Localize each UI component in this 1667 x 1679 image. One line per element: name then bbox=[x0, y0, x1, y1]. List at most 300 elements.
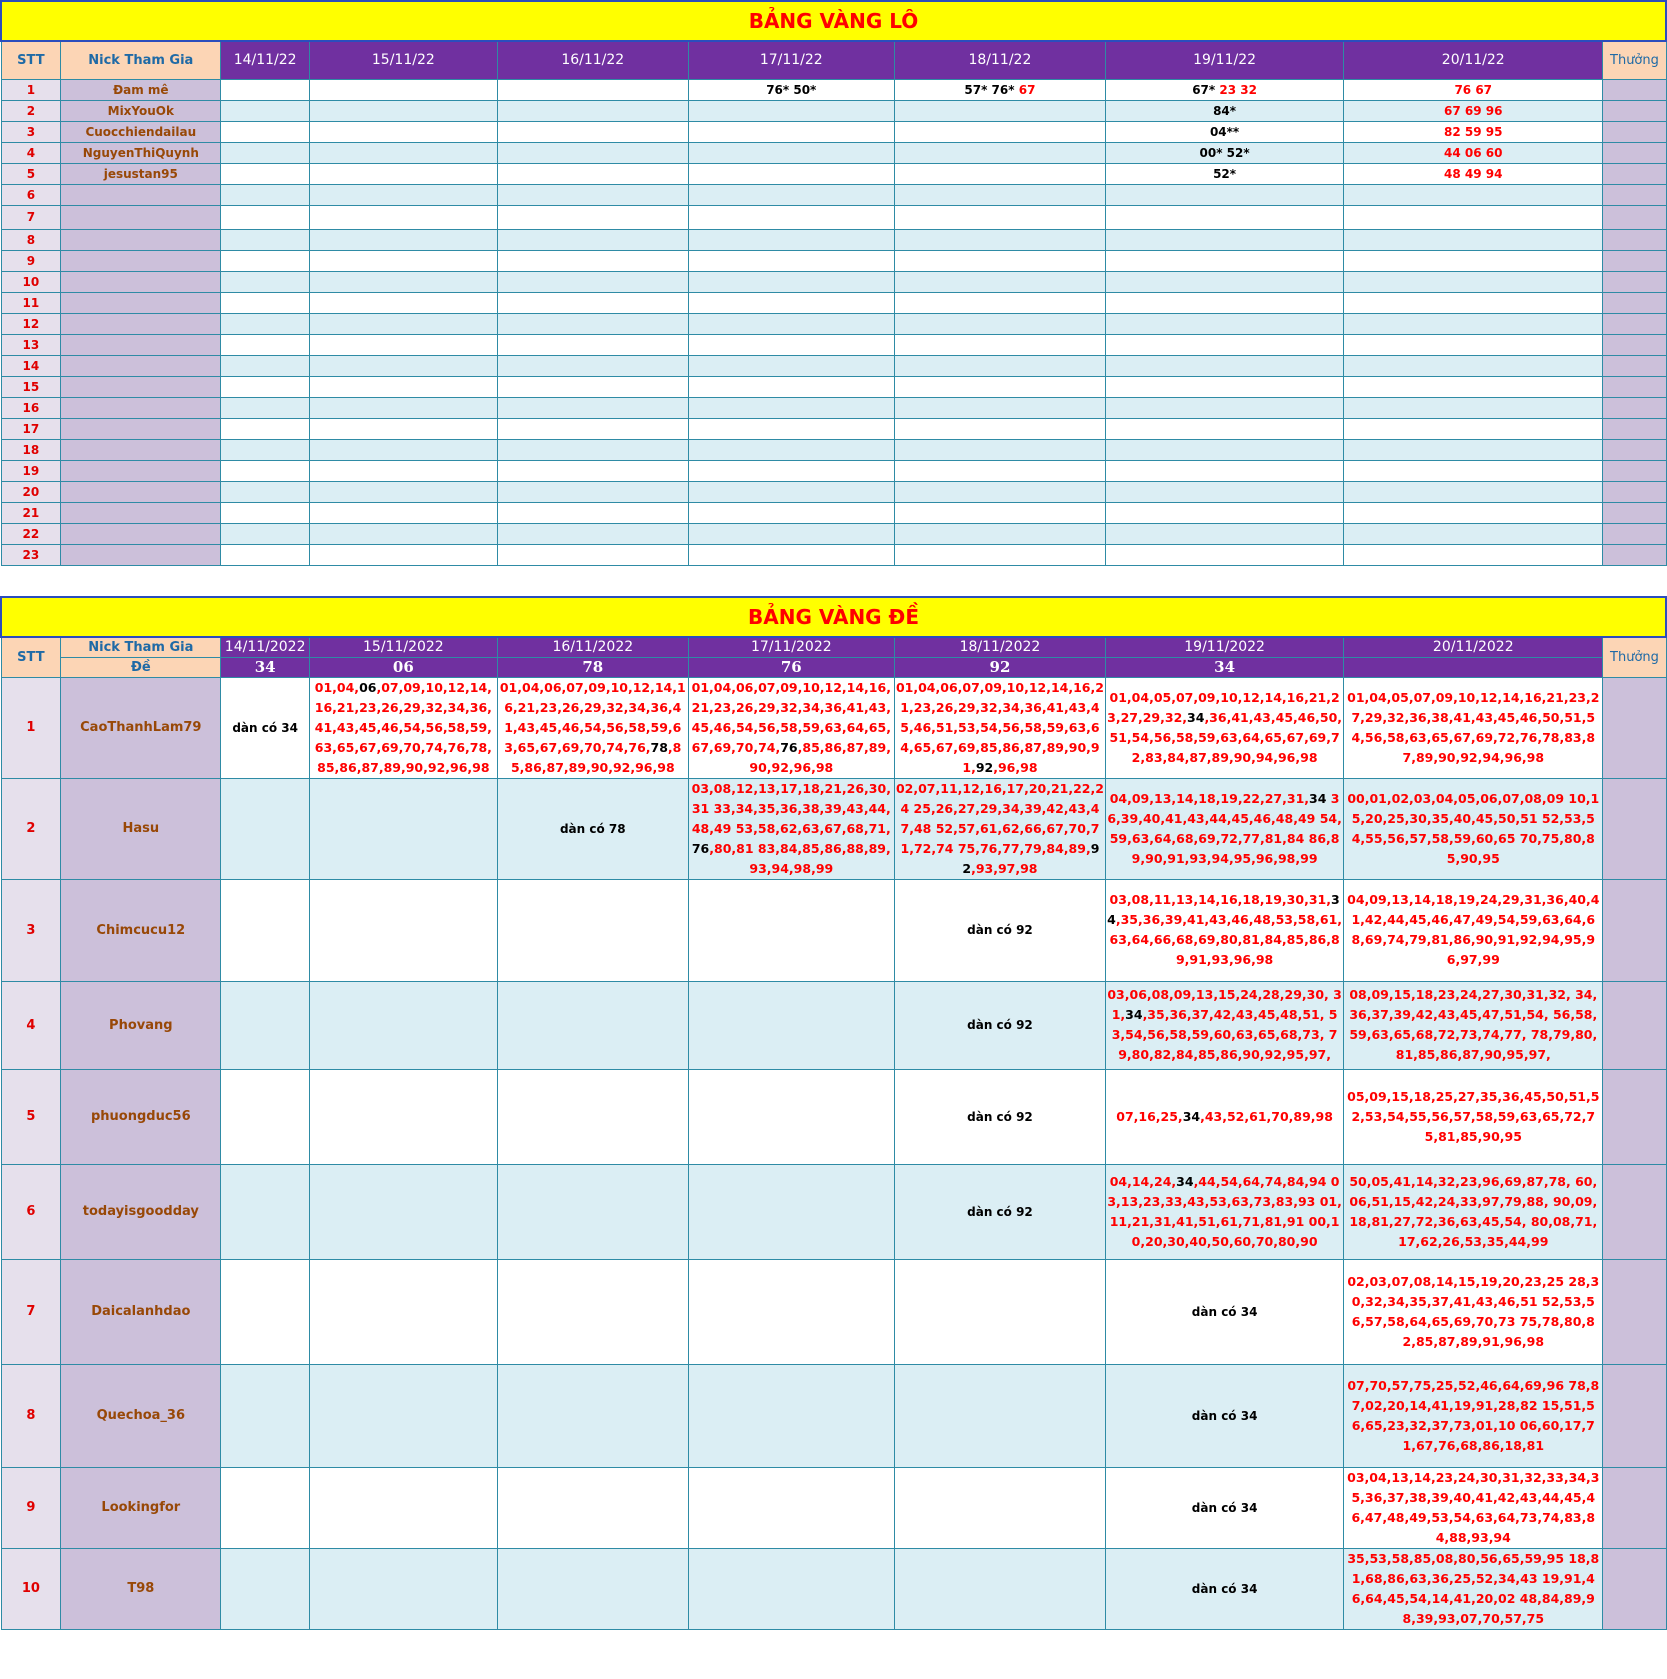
de-row-prize bbox=[1603, 1364, 1666, 1467]
lo-cell bbox=[1344, 163, 1603, 184]
de-date-header: 15/11/2022 bbox=[309, 637, 497, 657]
lo-row-nick bbox=[61, 229, 221, 250]
lo-cell bbox=[497, 100, 688, 121]
lo-row-stt: 11 bbox=[1, 292, 61, 313]
de-result: 34 bbox=[221, 657, 310, 677]
lo-row-stt: 21 bbox=[1, 502, 61, 523]
lo-cell bbox=[1106, 439, 1344, 460]
de-cell-numbers bbox=[1106, 688, 1343, 768]
lo-cell bbox=[309, 142, 497, 163]
lo-row-nick bbox=[61, 205, 221, 229]
lo-cell bbox=[497, 292, 688, 313]
de-cell-text: 04,09,13,14,18,19,22,27,31, bbox=[1109, 790, 1310, 806]
lo-cell bbox=[894, 100, 1105, 121]
lo-cell bbox=[221, 184, 310, 205]
de-cell bbox=[894, 879, 1105, 981]
de-cell-text: 76 bbox=[691, 840, 710, 856]
de-cell bbox=[497, 1548, 688, 1629]
de-cell bbox=[1106, 1548, 1344, 1629]
lo-row-prize bbox=[1603, 142, 1666, 163]
de-row-nick: phuongduc56 bbox=[61, 1069, 221, 1164]
de-cell-text: dàn có 34 bbox=[1191, 1500, 1258, 1515]
lo-cell bbox=[497, 184, 688, 205]
de-cell-text: 92 bbox=[962, 840, 1100, 876]
lo-cell bbox=[894, 460, 1105, 481]
de-cell bbox=[309, 1364, 497, 1467]
lo-row bbox=[1, 418, 1666, 439]
lo-cell bbox=[497, 502, 688, 523]
lo-row-prize bbox=[1603, 523, 1666, 544]
de-cell bbox=[1106, 1069, 1344, 1164]
de-date-header: 20/11/2022 bbox=[1344, 637, 1603, 657]
lo-cell bbox=[688, 313, 894, 334]
lo-cell bbox=[894, 544, 1105, 565]
de-cell bbox=[1344, 1069, 1603, 1164]
de-cell-numbers bbox=[1344, 890, 1602, 970]
de-cell-numbers bbox=[1344, 1272, 1602, 1352]
de-cell-numbers bbox=[1106, 1498, 1343, 1518]
de-cell bbox=[894, 1069, 1105, 1164]
de-cell-numbers bbox=[221, 718, 309, 738]
de-cell-text: ,93,97,98 bbox=[971, 860, 1038, 876]
lo-cell bbox=[688, 418, 894, 439]
lo-cell-text: 76* 50* bbox=[766, 82, 817, 97]
de-cell bbox=[309, 879, 497, 981]
lo-cell bbox=[497, 121, 688, 142]
lo-cell bbox=[1106, 292, 1344, 313]
lo-cell bbox=[1344, 544, 1603, 565]
lo-cell bbox=[497, 418, 688, 439]
lo-row-nick bbox=[61, 397, 221, 418]
lo-cell bbox=[688, 460, 894, 481]
de-row-prize bbox=[1603, 1467, 1666, 1548]
lo-cell bbox=[221, 544, 310, 565]
lo-cell bbox=[1344, 397, 1603, 418]
lo-cell bbox=[497, 376, 688, 397]
lo-row-stt: 17 bbox=[1, 418, 61, 439]
lo-cell bbox=[1106, 121, 1344, 142]
de-row bbox=[1, 1069, 1666, 1164]
lo-cell-text: 52* bbox=[1213, 166, 1237, 181]
de-row-stt: 9 bbox=[1, 1467, 61, 1548]
lo-cell bbox=[894, 250, 1105, 271]
de-cell-text: ,96,98 bbox=[993, 759, 1038, 775]
de-row-stt: 5 bbox=[1, 1069, 61, 1164]
lo-row bbox=[1, 100, 1666, 121]
de-table bbox=[0, 596, 1667, 1630]
de-cell bbox=[1344, 1164, 1603, 1259]
lo-cell-text: 67 69 96 bbox=[1444, 103, 1503, 118]
de-row-stt: 4 bbox=[1, 981, 61, 1069]
lo-row bbox=[1, 271, 1666, 292]
de-row-stt: 3 bbox=[1, 879, 61, 981]
lo-cell bbox=[894, 313, 1105, 334]
de-cell-text: 07,16,25, bbox=[1116, 1108, 1183, 1124]
lo-cell bbox=[1106, 355, 1344, 376]
de-cell bbox=[1106, 677, 1344, 778]
de-cell bbox=[894, 677, 1105, 778]
de-cell bbox=[497, 778, 688, 879]
de-cell-text: 07,70,57,75,25,52,46,64,69,96 78,87,02,20,14,41,19,91,28,82 15,51,56,65,23,32,37,73,01,10 06,60,17,71,67,76,68,86,18,81 bbox=[1347, 1377, 1600, 1453]
de-cell-text: 01,04,06,07,09,10,12,14,16,21,23,26,29,32,34,36,41,43,45,46,54,56,58,59,63,65,67,69,70,74,76, bbox=[499, 679, 686, 755]
lo-cell-text: 48 49 94 bbox=[1444, 166, 1503, 181]
de-cell-text: 00,01,02,03,04,05,06,07,08,09 10,15,20,25,30,35,40,45,50,51 52,53,54,55,56,57,58,59,60,65 70,75,80,85,90,95 bbox=[1347, 790, 1600, 866]
lo-cell bbox=[688, 544, 894, 565]
lo-cell bbox=[221, 205, 310, 229]
lo-cell bbox=[497, 142, 688, 163]
de-row-stt: 8 bbox=[1, 1364, 61, 1467]
de-cell bbox=[497, 1164, 688, 1259]
lo-cell bbox=[309, 376, 497, 397]
lo-row-nick bbox=[61, 250, 221, 271]
lo-cell bbox=[688, 100, 894, 121]
de-row bbox=[1, 1164, 1666, 1259]
lo-cell bbox=[1344, 250, 1603, 271]
lo-row-stt: 12 bbox=[1, 313, 61, 334]
lo-date-header: 16/11/22 bbox=[497, 41, 688, 79]
de-row bbox=[1, 1259, 1666, 1364]
lo-cell bbox=[221, 100, 310, 121]
lo-row-prize bbox=[1603, 100, 1666, 121]
lo-row-prize bbox=[1603, 481, 1666, 502]
lo-cell bbox=[894, 121, 1105, 142]
de-cell bbox=[894, 981, 1105, 1069]
lo-cell bbox=[221, 355, 310, 376]
lo-row-stt: 8 bbox=[1, 229, 61, 250]
de-cell bbox=[894, 1548, 1105, 1629]
lo-row bbox=[1, 79, 1666, 100]
lo-row bbox=[1, 460, 1666, 481]
de-cell-numbers bbox=[1106, 1172, 1343, 1252]
lo-cell bbox=[894, 334, 1105, 355]
de-row bbox=[1, 1364, 1666, 1467]
de-cell-text: dàn có 92 bbox=[967, 1204, 1033, 1219]
de-cell-numbers bbox=[895, 1107, 1105, 1127]
de-date-header: 16/11/2022 bbox=[497, 637, 688, 657]
lo-cell bbox=[1106, 334, 1344, 355]
de-cell bbox=[309, 1164, 497, 1259]
lo-row-stt: 4 bbox=[1, 142, 61, 163]
lo-cell bbox=[309, 229, 497, 250]
de-cell-text: 34 bbox=[1309, 790, 1327, 806]
lo-cell bbox=[309, 418, 497, 439]
de-cell-text: 01,04,05,07,09,10,12,14,16,21,23,27,29,32, bbox=[1107, 689, 1340, 725]
lo-cell bbox=[894, 292, 1105, 313]
lo-cell bbox=[309, 523, 497, 544]
lo-cell bbox=[1106, 544, 1344, 565]
de-row-nick: Lookingfor bbox=[61, 1467, 221, 1548]
lo-cell bbox=[894, 79, 1105, 100]
de-cell-numbers bbox=[1344, 1172, 1602, 1252]
de-cell bbox=[688, 1548, 894, 1629]
de-row-prize bbox=[1603, 677, 1666, 778]
lo-cell bbox=[221, 121, 310, 142]
de-cell bbox=[221, 1069, 310, 1164]
lo-row-prize bbox=[1603, 397, 1666, 418]
lo-cell-text: 82 59 95 bbox=[1444, 124, 1503, 139]
de-label-header: Đề bbox=[61, 657, 221, 677]
lo-cell bbox=[1344, 292, 1603, 313]
lo-row-stt: 14 bbox=[1, 355, 61, 376]
de-cell bbox=[1106, 778, 1344, 879]
de-cell-text: 34 bbox=[1107, 892, 1340, 927]
de-cell-text: 03,04,13,14,23,24,30,31,32,33,34,35,36,37,38,39,40,41,42,43,44,45,46,47,48,49,53,54,63,64,73,74,83,84,88,93,94 bbox=[1347, 1469, 1600, 1545]
de-title: BẢNG VÀNG ĐỀ bbox=[1, 597, 1666, 637]
lo-cell bbox=[1106, 523, 1344, 544]
de-cell-numbers bbox=[1344, 1549, 1602, 1629]
lo-row-nick bbox=[61, 544, 221, 565]
lo-row-nick bbox=[61, 313, 221, 334]
lo-cell-text: 76 67 bbox=[1454, 82, 1493, 97]
lo-date-header: 17/11/22 bbox=[688, 41, 894, 79]
de-row bbox=[1, 1467, 1666, 1548]
lo-row-prize bbox=[1603, 355, 1666, 376]
de-cell-text: 01,04,06,07,09,10,12,14,16,21,23,26,29,32,34,36,41,43,45,46,51,53,54,56,58,59,63,64,65,67,69,85,86,87,89,90,91, bbox=[895, 679, 1104, 775]
de-cell-numbers bbox=[689, 678, 894, 778]
lo-row-stt: 22 bbox=[1, 523, 61, 544]
lo-cell bbox=[1344, 229, 1603, 250]
de-cell-text: 50,05,41,14,32,23,96,69,87,78, 60,06,51,15,42,24,33,97,79,88, 90,09,18,81,27,72,36,63,45,54, 80,08,71,17,62,26,53,35,44,99 bbox=[1349, 1173, 1598, 1249]
lo-row bbox=[1, 184, 1666, 205]
lo-cell bbox=[894, 397, 1105, 418]
de-cell-numbers bbox=[1106, 1107, 1343, 1127]
de-cell-text: 04,09,13,14,18,19,24,29,31,36,40,41,42,44,45,46,47,49,54,59,63,64,68,69,74,79,81,86,90,91,92,94,95,96,97,99 bbox=[1347, 892, 1600, 967]
de-cell bbox=[1344, 778, 1603, 879]
de-cell-text: 34 bbox=[1176, 1173, 1194, 1189]
lo-cell bbox=[309, 100, 497, 121]
de-cell-numbers bbox=[1106, 890, 1343, 970]
lo-cell bbox=[688, 292, 894, 313]
de-prize-header: Thưởng bbox=[1603, 637, 1666, 677]
lo-cell bbox=[1106, 376, 1344, 397]
lo-cell bbox=[497, 544, 688, 565]
lo-cell bbox=[497, 163, 688, 184]
lo-row-stt: 10 bbox=[1, 271, 61, 292]
lo-cell bbox=[1344, 355, 1603, 376]
de-cell-text: dàn có 78 bbox=[559, 821, 626, 836]
de-nick-header: Nick Tham Gia bbox=[61, 637, 221, 657]
lo-row-prize bbox=[1603, 229, 1666, 250]
de-cell-text: 02,07,11,12,16,17,20,21,22,24 25,26,27,29,34,39,42,43,47,48 52,57,61,62,66,67,70,71,72,74 75,76,77,79,84,89, bbox=[895, 780, 1104, 856]
lo-row-nick bbox=[61, 460, 221, 481]
lo-cell bbox=[1106, 184, 1344, 205]
de-cell bbox=[1344, 677, 1603, 778]
de-cell-text: dàn có 92 bbox=[967, 1018, 1033, 1032]
lo-row bbox=[1, 292, 1666, 313]
lo-cell bbox=[497, 250, 688, 271]
de-cell bbox=[309, 981, 497, 1069]
de-cell-numbers bbox=[895, 920, 1105, 940]
lo-row-stt: 5 bbox=[1, 163, 61, 184]
lo-cell bbox=[497, 481, 688, 502]
lo-row-prize bbox=[1603, 460, 1666, 481]
de-cell-text: ,43,52,61,70,89,98 bbox=[1200, 1108, 1333, 1124]
de-cell bbox=[497, 879, 688, 981]
lo-row bbox=[1, 229, 1666, 250]
lo-row-nick: NguyenThiQuynh bbox=[61, 142, 221, 163]
de-row-stt: 10 bbox=[1, 1548, 61, 1629]
lo-cell bbox=[309, 163, 497, 184]
de-cell bbox=[688, 1069, 894, 1164]
de-cell-text: 03,08,12,13,17,18,21,26,30,31 33,34,35,36,38,39,43,44,48,49 53,58,62,63,67,68,71, bbox=[691, 780, 891, 836]
lo-cell bbox=[221, 418, 310, 439]
de-cell-text: 78 bbox=[650, 739, 668, 755]
lo-row-stt: 23 bbox=[1, 544, 61, 565]
lo-cell bbox=[1344, 334, 1603, 355]
de-row bbox=[1, 1548, 1666, 1629]
de-cell bbox=[221, 879, 310, 981]
de-cell bbox=[221, 1164, 310, 1259]
de-cell bbox=[1106, 1467, 1344, 1548]
lo-cell bbox=[497, 460, 688, 481]
lo-cell bbox=[497, 355, 688, 376]
de-cell bbox=[688, 981, 894, 1069]
lo-row bbox=[1, 397, 1666, 418]
lo-cell bbox=[1344, 376, 1603, 397]
de-cell-numbers bbox=[1106, 1302, 1343, 1322]
lo-cell bbox=[688, 121, 894, 142]
de-row-nick: Quechoa_36 bbox=[61, 1364, 221, 1467]
lo-cell bbox=[1106, 205, 1344, 229]
de-cell-numbers bbox=[1106, 1579, 1343, 1599]
lo-cell bbox=[688, 397, 894, 418]
de-cell-numbers bbox=[498, 678, 688, 778]
lo-cell bbox=[1106, 163, 1344, 184]
de-result: 06 bbox=[309, 657, 497, 677]
de-cell-text: dàn có 92 bbox=[967, 1109, 1033, 1124]
de-cell-text: 04,14,24, bbox=[1109, 1173, 1177, 1189]
de-row-nick: todayisgoodday bbox=[61, 1164, 221, 1259]
lo-row-nick bbox=[61, 184, 221, 205]
lo-cell bbox=[894, 439, 1105, 460]
de-cell bbox=[497, 677, 688, 778]
de-row-nick: Daicalanhdao bbox=[61, 1259, 221, 1364]
de-row-nick: T98 bbox=[61, 1548, 221, 1629]
lo-cell bbox=[688, 142, 894, 163]
de-row-nick: Chimcucu12 bbox=[61, 879, 221, 981]
lo-cell bbox=[894, 271, 1105, 292]
lo-cell bbox=[497, 79, 688, 100]
lo-cell bbox=[309, 460, 497, 481]
lo-row bbox=[1, 121, 1666, 142]
lo-cell bbox=[309, 397, 497, 418]
lo-row-prize bbox=[1603, 271, 1666, 292]
lo-cell bbox=[1344, 481, 1603, 502]
lo-cell bbox=[688, 184, 894, 205]
lo-row bbox=[1, 205, 1666, 229]
lo-row-stt: 1 bbox=[1, 79, 61, 100]
lo-cell bbox=[221, 523, 310, 544]
lo-cell bbox=[309, 544, 497, 565]
de-cell bbox=[497, 1467, 688, 1548]
de-cell-text: dàn có 34 bbox=[1191, 1581, 1258, 1596]
lo-row-stt: 15 bbox=[1, 376, 61, 397]
de-result: 34 bbox=[1106, 657, 1344, 677]
lo-cell bbox=[309, 355, 497, 376]
lo-row-stt: 20 bbox=[1, 481, 61, 502]
lo-cell bbox=[1106, 229, 1344, 250]
de-cell bbox=[1344, 1467, 1603, 1548]
lo-cell bbox=[1344, 439, 1603, 460]
de-row-stt: 6 bbox=[1, 1164, 61, 1259]
lo-cell bbox=[309, 271, 497, 292]
lo-cell bbox=[1106, 100, 1344, 121]
lo-row-prize bbox=[1603, 121, 1666, 142]
lo-cell bbox=[309, 121, 497, 142]
de-stt-header: STT bbox=[1, 637, 61, 677]
lo-cell bbox=[1344, 205, 1603, 229]
lo-row-stt: 3 bbox=[1, 121, 61, 142]
de-cell-text: 06 bbox=[359, 679, 377, 695]
lo-cell bbox=[221, 163, 310, 184]
lo-cell bbox=[1344, 523, 1603, 544]
lo-row bbox=[1, 313, 1666, 334]
de-date-header: 17/11/2022 bbox=[688, 637, 894, 657]
lo-cell bbox=[1106, 79, 1344, 100]
de-date-header: 14/11/2022 bbox=[221, 637, 310, 657]
lo-cell bbox=[1344, 184, 1603, 205]
de-row-nick: CaoThanhLam79 bbox=[61, 677, 221, 778]
de-cell-numbers bbox=[1344, 1376, 1602, 1456]
de-cell bbox=[497, 981, 688, 1069]
lo-cell bbox=[688, 205, 894, 229]
de-cell-text: 08,09,15,18,23,24,27,30,31,32, 34,36,37,39,42,43,45,47,51,54, 56,58,59,63,65,68,72,73,74,77, 78,79,80,81,85,86,87,90,95,97, bbox=[1349, 987, 1598, 1062]
de-cell bbox=[1344, 981, 1603, 1069]
de-cell bbox=[688, 677, 894, 778]
lo-cell bbox=[309, 79, 497, 100]
lo-cell bbox=[894, 502, 1105, 523]
lo-cell bbox=[1106, 313, 1344, 334]
lo-cell bbox=[1344, 79, 1603, 100]
de-cell bbox=[688, 1259, 894, 1364]
lo-cell bbox=[688, 250, 894, 271]
de-row-stt: 1 bbox=[1, 677, 61, 778]
lo-cell-text: 57* 76* bbox=[964, 82, 1019, 97]
lo-cell bbox=[1344, 142, 1603, 163]
de-cell-text: 03,06,08,09,13,15,24,28,29,30, 31, bbox=[1107, 987, 1342, 1022]
de-cell-numbers bbox=[895, 779, 1105, 879]
lo-title: BẢNG VÀNG LÔ bbox=[1, 1, 1666, 41]
lo-row bbox=[1, 142, 1666, 163]
lo-cell bbox=[221, 460, 310, 481]
de-cell bbox=[1106, 981, 1344, 1069]
de-cell-numbers bbox=[895, 678, 1105, 778]
de-cell-numbers bbox=[895, 1015, 1105, 1035]
lo-row-prize bbox=[1603, 313, 1666, 334]
de-cell-numbers bbox=[1344, 789, 1602, 869]
de-cell-text: 35,53,58,85,08,80,56,65,59,95 18,81,68,86,63,36,25,52,34,43 19,91,46,64,45,54,14,41,20,02 48,84,89,98,39,93,07,70,57,75 bbox=[1347, 1550, 1600, 1626]
lo-cell-text: 67 bbox=[1018, 82, 1036, 97]
de-cell-text: ,07,09,10,12,14,16,21,23,26,29,32,34,36,41,43,45,46,54,56,58,59,63,65,67,69,70,74,76,78,85,86,87,89,90,92,96,98 bbox=[314, 679, 492, 775]
lo-row bbox=[1, 439, 1666, 460]
lo-cell bbox=[221, 502, 310, 523]
lo-cell bbox=[688, 79, 894, 100]
de-row-nick: Hasu bbox=[61, 778, 221, 879]
lo-row-prize bbox=[1603, 439, 1666, 460]
de-row-prize bbox=[1603, 1164, 1666, 1259]
lo-cell bbox=[221, 79, 310, 100]
de-cell bbox=[1344, 879, 1603, 981]
de-cell bbox=[309, 1467, 497, 1548]
lo-cell bbox=[309, 250, 497, 271]
de-cell bbox=[309, 1259, 497, 1364]
lo-row-nick bbox=[61, 334, 221, 355]
lo-row-prize bbox=[1603, 79, 1666, 100]
lo-cell bbox=[1344, 121, 1603, 142]
de-cell-text: ,80,81 83,84,85,86,88,89,93,94,98,99 bbox=[709, 840, 891, 876]
lo-cell bbox=[688, 523, 894, 544]
de-cell bbox=[221, 1467, 310, 1548]
